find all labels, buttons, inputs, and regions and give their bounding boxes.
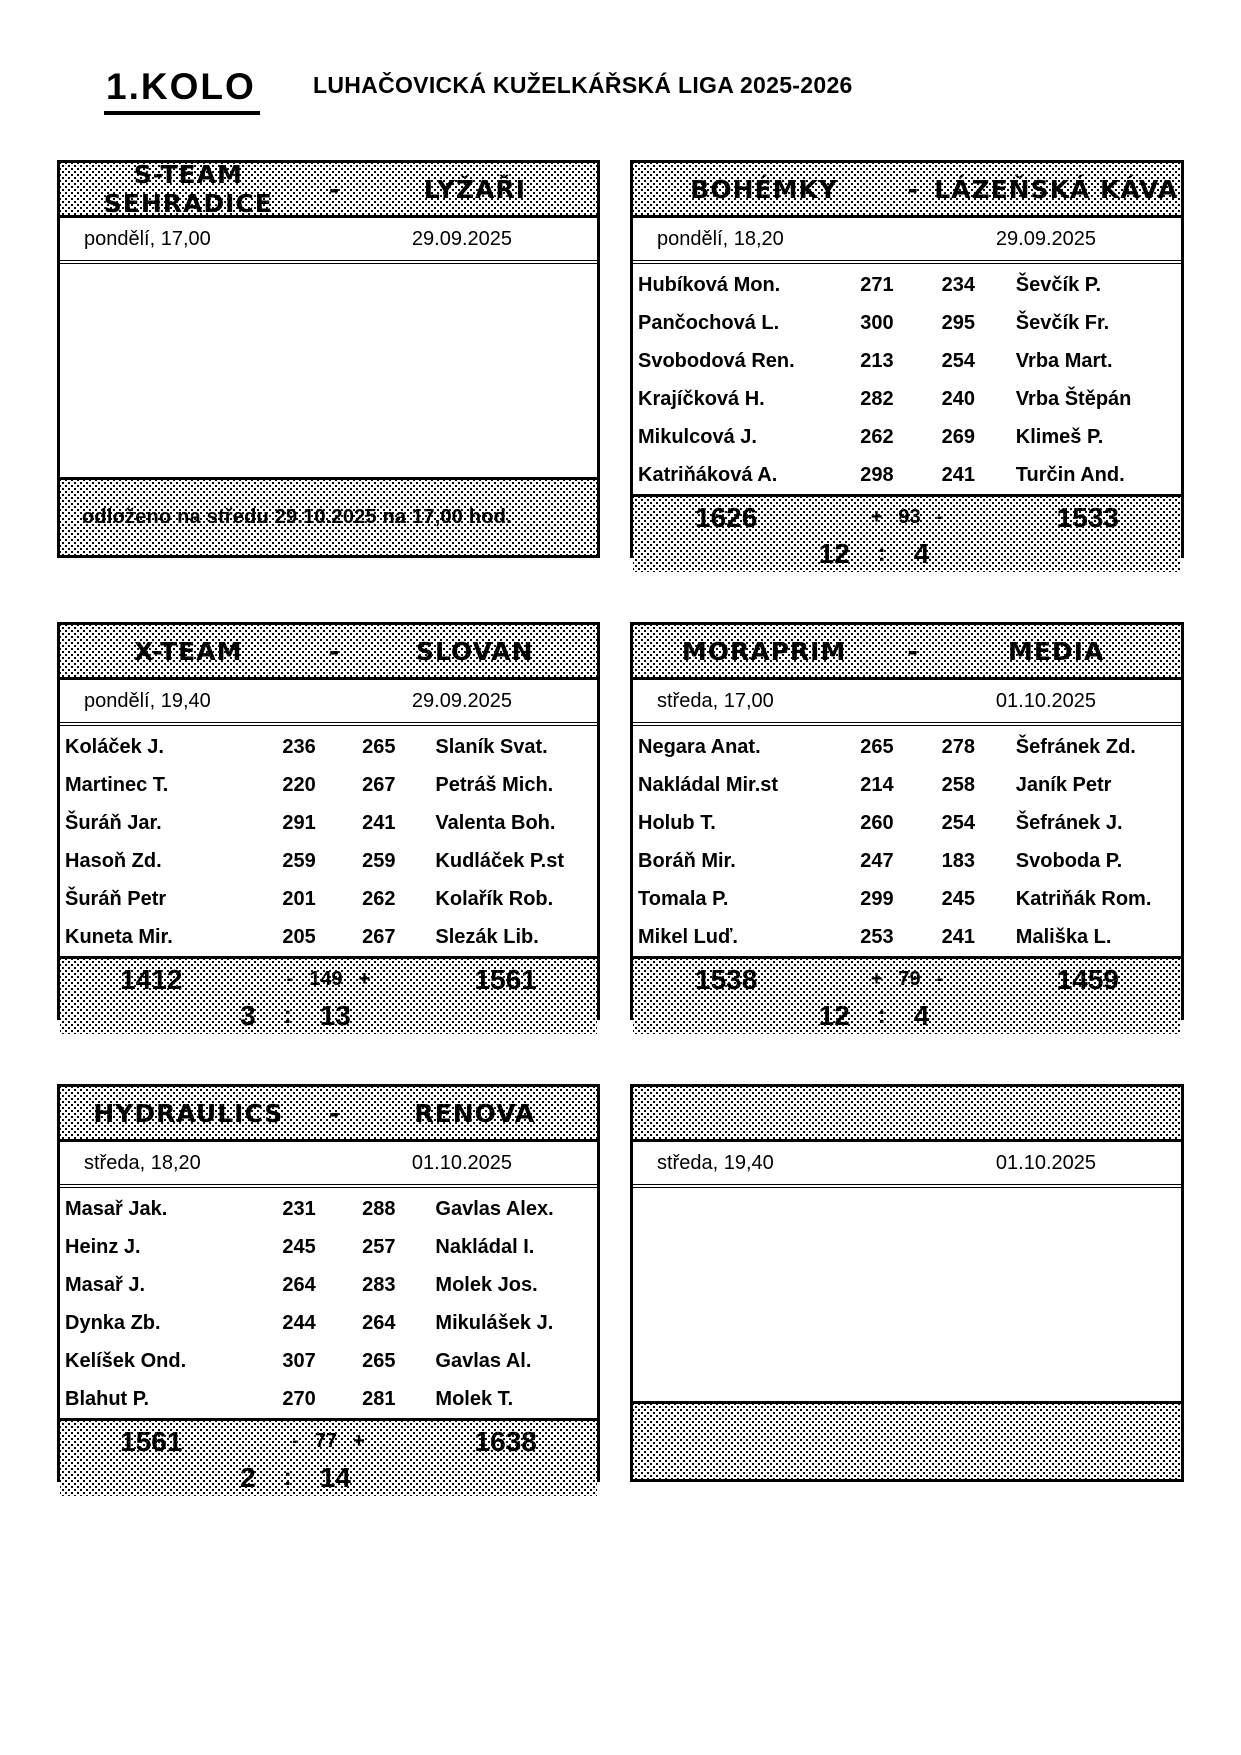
match-header bbox=[633, 163, 1181, 218]
home-player-name: Koláček J. bbox=[65, 735, 164, 758]
match-footer bbox=[60, 477, 597, 555]
home-player-name: Hubíková Mon. bbox=[638, 273, 781, 296]
home-team-total: 1561 bbox=[120, 1425, 183, 1457]
away-player-score: 245 bbox=[941, 887, 976, 910]
diff-right-sign: - bbox=[936, 968, 944, 990]
totals-row bbox=[633, 499, 1181, 537]
diff-left-sign: - bbox=[292, 1430, 299, 1452]
away-player-score: 281 bbox=[362, 1387, 396, 1410]
team-separator: - bbox=[907, 636, 919, 666]
team-away-name: LYŽAŘI bbox=[423, 174, 526, 204]
home-player-name: Holub T. bbox=[638, 811, 716, 834]
away-player-name: Vrba Štěpán bbox=[1015, 387, 1132, 410]
diff-right-sign: - bbox=[936, 506, 944, 528]
team-separator: - bbox=[328, 1098, 341, 1128]
diff-value: 93 bbox=[898, 506, 921, 528]
home-player-score: 271 bbox=[860, 273, 894, 296]
match-results-body bbox=[633, 1188, 1181, 1401]
away-player-score: 234 bbox=[941, 273, 976, 296]
match-header bbox=[60, 1087, 597, 1142]
home-player-score: 205 bbox=[282, 925, 316, 948]
home-player-score: 264 bbox=[282, 1273, 316, 1296]
home-player-name: Katriňáková A. bbox=[638, 463, 778, 486]
player-row bbox=[633, 804, 1181, 842]
team-home-name: X-TEAM bbox=[134, 636, 243, 666]
away-player-score: 267 bbox=[362, 773, 396, 796]
away-player-name: Ševčík Fr. bbox=[1015, 311, 1110, 334]
home-team-points: 3 bbox=[240, 999, 256, 1031]
player-row bbox=[633, 880, 1181, 918]
match-footer bbox=[633, 494, 1181, 572]
match-schedule-row bbox=[633, 680, 1181, 726]
away-player-name: Šefránek J. bbox=[1015, 811, 1123, 834]
away-player-name: Petráš Mich. bbox=[435, 773, 554, 796]
match-box bbox=[57, 160, 600, 558]
match-schedule-row bbox=[60, 218, 597, 264]
diff-left-sign: - bbox=[286, 968, 294, 990]
away-team-total: 1561 bbox=[474, 963, 537, 995]
away-player-score: 265 bbox=[362, 1349, 396, 1372]
totals-row bbox=[60, 961, 597, 999]
score-difference bbox=[819, 968, 994, 991]
match-schedule-row bbox=[60, 1142, 597, 1188]
away-player-name: Katriňák Rom. bbox=[1015, 887, 1152, 910]
home-team-total: 1538 bbox=[695, 963, 758, 995]
away-player-name: Kolařík Rob. bbox=[435, 887, 554, 910]
home-player-name: Martinec T. bbox=[65, 773, 169, 796]
diff-value: 79 bbox=[898, 968, 921, 990]
team-home-name: MORAPRIM bbox=[681, 636, 847, 666]
diff-left-sign: + bbox=[870, 968, 883, 990]
match-daytime: pondělí, 19,40 bbox=[84, 689, 211, 712]
home-player-score: 247 bbox=[860, 849, 894, 872]
away-player-score: 241 bbox=[362, 811, 396, 834]
away-team-total: 1638 bbox=[474, 1425, 537, 1457]
home-player-score: 265 bbox=[860, 735, 894, 758]
match-schedule-row bbox=[633, 218, 1181, 264]
away-player-score: 257 bbox=[362, 1235, 396, 1258]
match-footer bbox=[60, 956, 597, 1034]
page-title: LUHAČOVICKÁ KUŽELKÁŘSKÁ LIGA 2025-2026 bbox=[313, 72, 853, 98]
player-row bbox=[60, 1228, 597, 1266]
match-daytime: středa, 17,00 bbox=[657, 689, 774, 712]
away-player-score: 265 bbox=[362, 735, 396, 758]
player-row bbox=[60, 1380, 597, 1418]
away-player-score: 254 bbox=[941, 811, 976, 834]
home-player-name: Kelíšek Ond. bbox=[65, 1349, 187, 1372]
home-player-score: 270 bbox=[282, 1387, 316, 1410]
match-date: 01.10.2025 bbox=[411, 1151, 512, 1174]
diff-value: 77 bbox=[314, 1430, 338, 1452]
home-player-score: 220 bbox=[282, 773, 316, 796]
match-results-body bbox=[633, 264, 1181, 494]
away-player-score: 278 bbox=[941, 735, 976, 758]
away-team-points: 13 bbox=[319, 999, 351, 1031]
match-daytime: středa, 19,40 bbox=[657, 1151, 774, 1174]
match-schedule-row bbox=[60, 680, 597, 726]
home-player-name: Boráň Mir. bbox=[638, 849, 736, 872]
away-player-score: 283 bbox=[362, 1273, 396, 1296]
match-results-body bbox=[633, 726, 1181, 956]
team-away-name: RENOVA bbox=[414, 1098, 536, 1128]
away-player-score: 241 bbox=[941, 463, 976, 486]
score-difference bbox=[819, 506, 994, 529]
player-row bbox=[60, 766, 597, 804]
away-team-total: 1459 bbox=[1056, 963, 1119, 995]
team-home-name: HYDRAULICS bbox=[93, 1098, 284, 1128]
points-row bbox=[600, 537, 1148, 571]
postponed-note: odloženo na středu 29.10.2025 na 17,00 hod. bbox=[82, 506, 512, 528]
away-team-points: 4 bbox=[913, 537, 930, 569]
home-player-name: Pančochová L. bbox=[638, 311, 780, 334]
away-player-name: Gavlas Alex. bbox=[435, 1197, 554, 1220]
player-row bbox=[633, 918, 1181, 956]
team-separator: - bbox=[328, 174, 341, 204]
away-player-name: Molek Jos. bbox=[435, 1273, 538, 1296]
home-player-score: 291 bbox=[282, 811, 316, 834]
away-player-name: Molek T. bbox=[435, 1387, 514, 1410]
home-team-points: 12 bbox=[818, 999, 850, 1031]
away-team-points: 14 bbox=[319, 1461, 351, 1493]
player-row bbox=[60, 880, 597, 918]
home-team-points: 2 bbox=[240, 1461, 256, 1493]
home-player-name: Masař Jak. bbox=[65, 1197, 168, 1220]
away-player-score: 267 bbox=[362, 925, 396, 948]
match-date: 01.10.2025 bbox=[995, 1151, 1096, 1174]
match-box bbox=[630, 1084, 1184, 1482]
home-team-total: 1626 bbox=[695, 501, 758, 533]
points-row bbox=[27, 1461, 564, 1495]
player-row bbox=[60, 842, 597, 880]
away-player-name: Gavlas Al. bbox=[435, 1349, 532, 1372]
away-player-name: Vrba Mart. bbox=[1015, 349, 1113, 372]
match-date: 29.09.2025 bbox=[411, 689, 512, 712]
home-player-name: Mikulcová J. bbox=[638, 425, 757, 448]
home-player-score: 201 bbox=[282, 887, 316, 910]
away-player-name: Svoboda P. bbox=[1015, 849, 1123, 872]
away-player-score: 240 bbox=[941, 387, 976, 410]
away-player-name: Mikulášek J. bbox=[435, 1311, 554, 1334]
away-player-score: 262 bbox=[362, 887, 396, 910]
home-player-name: Negara Anat. bbox=[638, 735, 761, 758]
home-player-score: 307 bbox=[282, 1349, 316, 1372]
player-row bbox=[633, 342, 1181, 380]
away-player-score: 241 bbox=[941, 925, 976, 948]
away-player-score: 183 bbox=[941, 849, 976, 872]
match-results-body bbox=[60, 1188, 597, 1418]
points-separator: : bbox=[283, 1001, 292, 1029]
away-player-name: Klimeš P. bbox=[1015, 425, 1104, 448]
home-player-name: Šuráň Jar. bbox=[65, 811, 162, 834]
player-row bbox=[60, 1342, 597, 1380]
page-round: 1.KOLO bbox=[104, 66, 260, 115]
home-player-name: Tomala P. bbox=[638, 887, 729, 910]
home-player-name: Mikel Luď. bbox=[638, 925, 738, 948]
home-player-score: 236 bbox=[282, 735, 316, 758]
match-results-body bbox=[60, 726, 597, 956]
player-row bbox=[60, 1304, 597, 1342]
home-player-score: 245 bbox=[282, 1235, 316, 1258]
match-footer bbox=[633, 1401, 1181, 1479]
match-results-body bbox=[60, 264, 597, 477]
player-row bbox=[60, 1266, 597, 1304]
home-team-points: 12 bbox=[818, 537, 850, 569]
away-team-points: 4 bbox=[913, 999, 930, 1031]
away-team-total: 1533 bbox=[1056, 501, 1119, 533]
away-player-name: Turčin And. bbox=[1015, 463, 1125, 486]
player-row bbox=[60, 1190, 597, 1228]
away-player-score: 259 bbox=[362, 849, 396, 872]
match-header bbox=[633, 1087, 1181, 1142]
player-row bbox=[633, 418, 1181, 456]
home-player-name: Nakládal Mir.st bbox=[638, 773, 779, 796]
team-home-name: BOHÉMKY bbox=[690, 174, 838, 204]
match-footer bbox=[633, 956, 1181, 1034]
match-header bbox=[60, 625, 597, 680]
totals-row bbox=[60, 1423, 597, 1461]
player-row bbox=[633, 266, 1181, 304]
home-player-score: 299 bbox=[860, 887, 894, 910]
match-box bbox=[57, 622, 600, 1031]
home-player-score: 260 bbox=[860, 811, 894, 834]
home-player-name: Svobodová Ren. bbox=[638, 349, 795, 372]
match-date: 29.09.2025 bbox=[411, 227, 512, 250]
home-player-name: Masař J. bbox=[65, 1273, 146, 1296]
match-box bbox=[630, 622, 1184, 1031]
team-separator: - bbox=[907, 174, 919, 204]
player-row bbox=[633, 728, 1181, 766]
away-player-score: 269 bbox=[941, 425, 976, 448]
home-player-score: 253 bbox=[860, 925, 894, 948]
match-box bbox=[630, 160, 1184, 569]
score-difference bbox=[243, 1430, 415, 1453]
away-player-name: Mališka L. bbox=[1015, 925, 1112, 948]
home-player-name: Dynka Zb. bbox=[65, 1311, 161, 1334]
points-row bbox=[27, 999, 564, 1033]
home-player-score: 214 bbox=[860, 773, 894, 796]
points-separator: : bbox=[877, 1001, 886, 1029]
diff-right-sign: + bbox=[353, 1430, 365, 1452]
points-separator: : bbox=[877, 539, 886, 567]
home-player-name: Krajíčková H. bbox=[638, 387, 765, 410]
away-player-name: Janík Petr bbox=[1015, 773, 1112, 796]
away-player-name: Slezák Lib. bbox=[435, 925, 539, 948]
team-away-name: LÁZEŇSKÁ KÁVA bbox=[934, 174, 1179, 204]
home-player-score: 259 bbox=[282, 849, 316, 872]
points-row bbox=[600, 999, 1148, 1033]
home-player-name: Šuráň Petr bbox=[65, 887, 167, 910]
home-player-score: 244 bbox=[282, 1311, 316, 1334]
away-player-score: 258 bbox=[941, 773, 976, 796]
home-player-score: 298 bbox=[860, 463, 894, 486]
home-player-score: 213 bbox=[860, 349, 894, 372]
match-box bbox=[57, 1084, 600, 1493]
away-player-name: Nakládal I. bbox=[435, 1235, 535, 1258]
home-player-score: 262 bbox=[860, 425, 894, 448]
away-player-name: Kudláček P.st bbox=[435, 849, 564, 872]
away-player-name: Valenta Boh. bbox=[435, 811, 556, 834]
points-separator: : bbox=[283, 1463, 292, 1491]
player-row bbox=[60, 918, 597, 956]
match-date: 01.10.2025 bbox=[995, 689, 1096, 712]
home-player-score: 282 bbox=[860, 387, 894, 410]
totals-row bbox=[633, 961, 1181, 999]
match-daytime: pondělí, 18,20 bbox=[657, 227, 784, 250]
player-row bbox=[60, 728, 597, 766]
team-home-name: S-TEAM SEHRADICE bbox=[103, 160, 273, 218]
score-difference bbox=[243, 968, 415, 991]
match-schedule-row bbox=[633, 1142, 1181, 1188]
player-row bbox=[60, 804, 597, 842]
diff-left-sign: + bbox=[870, 506, 883, 528]
home-team-total: 1412 bbox=[120, 963, 183, 995]
home-player-name: Hasoň Zd. bbox=[65, 849, 162, 872]
match-footer bbox=[60, 1418, 597, 1496]
away-player-score: 288 bbox=[362, 1197, 396, 1220]
home-player-score: 231 bbox=[282, 1197, 316, 1220]
team-away-name: SLOVAN bbox=[416, 636, 534, 666]
team-separator: - bbox=[328, 636, 341, 666]
home-player-name: Heinz J. bbox=[65, 1235, 141, 1258]
match-header bbox=[60, 160, 597, 218]
match-header bbox=[633, 625, 1181, 680]
match-daytime: pondělí, 17,00 bbox=[84, 227, 211, 250]
home-player-score: 300 bbox=[860, 311, 894, 334]
away-player-score: 295 bbox=[941, 311, 976, 334]
player-row bbox=[633, 304, 1181, 342]
team-away-name: MEDIA bbox=[1007, 636, 1105, 666]
away-player-score: 254 bbox=[941, 349, 976, 372]
player-row bbox=[633, 842, 1181, 880]
away-player-score: 264 bbox=[362, 1311, 396, 1334]
away-player-name: Ševčík P. bbox=[1015, 273, 1102, 296]
player-row bbox=[633, 380, 1181, 418]
match-daytime: středa, 18,20 bbox=[84, 1151, 201, 1174]
diff-value: 149 bbox=[309, 968, 343, 990]
player-row bbox=[633, 766, 1181, 804]
matches-grid bbox=[57, 160, 1184, 1493]
away-player-name: Slaník Svat. bbox=[435, 735, 548, 758]
home-player-name: Kuneta Mir. bbox=[65, 925, 173, 948]
player-row bbox=[633, 456, 1181, 494]
away-player-name: Šefránek Zd. bbox=[1015, 735, 1136, 758]
match-date: 29.09.2025 bbox=[995, 227, 1096, 250]
home-player-name: Blahut P. bbox=[65, 1387, 150, 1410]
diff-right-sign: + bbox=[358, 968, 371, 990]
